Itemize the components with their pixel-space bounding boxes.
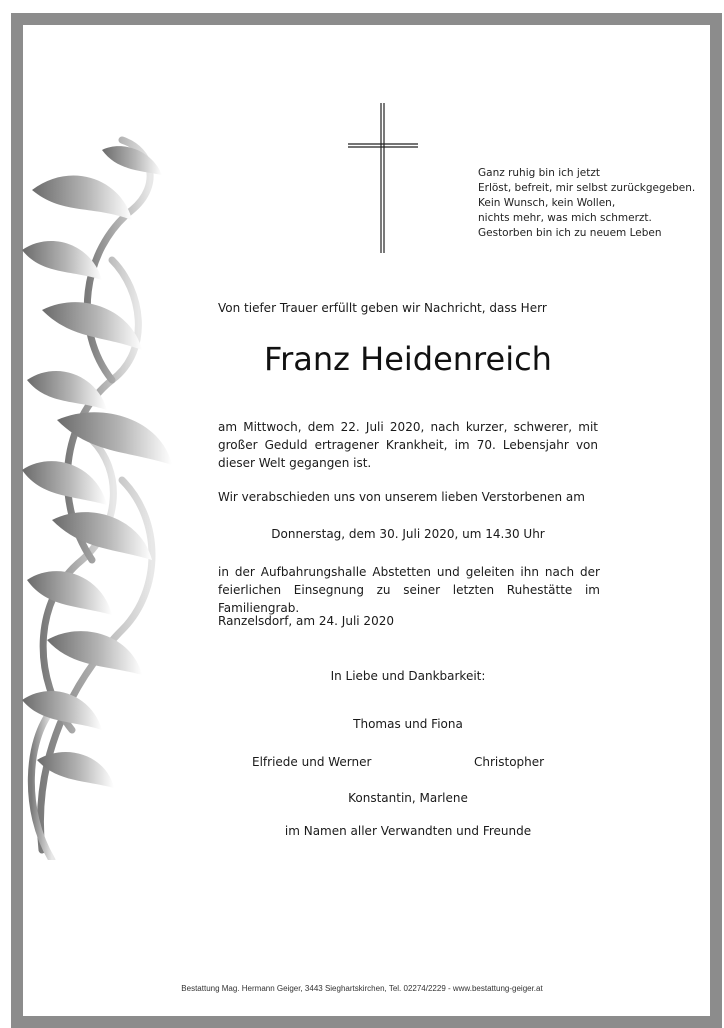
announcement-body: am Mittwoch, dem 22. Juli 2020, nach kurzer, schwerer, mit großer Geduld ertragener Krankheit, im 70. Lebensjahr von dieser Welt gegangen ist.	[218, 420, 598, 470]
mourner-line: Konstantin, Marlene	[348, 791, 468, 805]
funeral-date: Donnerstag, dem 30. Juli 2020, um 14.30 Uhr	[271, 527, 545, 541]
memorial-poem	[478, 166, 708, 241]
place-date: Ranzelsdorf, am 24. Juli 2020	[218, 614, 394, 628]
poem-line: Gestorben bin ich zu neuem Leben	[478, 227, 662, 239]
poem-line: Erlöst, befreit, mir selbst zurückgegeben.	[478, 182, 696, 194]
poem-line: nichts mehr, was mich schmerzt.	[478, 212, 652, 224]
cross-icon	[348, 103, 418, 253]
funeral-details: in der Aufbahrungshalle Abstetten und geleiten ihn nach der feierlichen Einsegnung zu seiner letzten Ruhestätte im Familiengrab.	[218, 565, 600, 615]
footer-contact: Bestattung Mag. Hermann Geiger, 3443 Sieghartskirchen, Tel. 02274/2229 - www.bestattung-geiger.at	[181, 984, 543, 993]
announcement-intro: Von tiefer Trauer erfüllt geben wir Nachricht, dass Herr	[218, 301, 547, 315]
mourner-line: Christopher	[474, 755, 545, 769]
mourner-line: Elfriede und Werner	[252, 755, 372, 769]
poem-line: Ganz ruhig bin ich jetzt	[478, 167, 601, 179]
farewell-text: Wir verabschieden uns von unserem lieben Verstorbenen am	[218, 490, 585, 504]
mourner-line: Thomas und Fiona	[353, 717, 463, 731]
mourners-closing: im Namen aller Verwandten und Freunde	[284, 824, 532, 838]
deceased-name: Franz Heidenreich	[264, 340, 552, 378]
poem-line: Kein Wunsch, kein Wollen,	[478, 197, 616, 209]
mourners-heading: In Liebe und Dankbarkeit:	[330, 669, 486, 683]
floral-ornament	[12, 120, 192, 860]
